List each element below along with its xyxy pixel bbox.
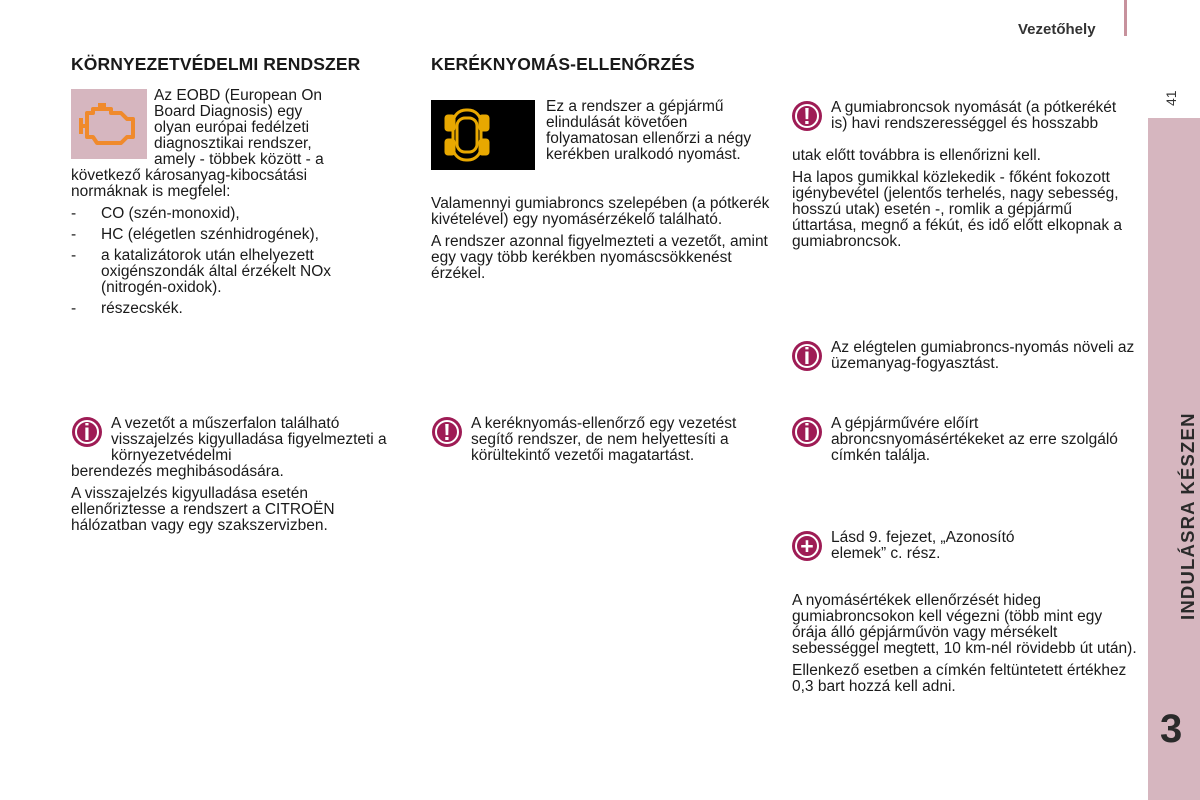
plus-icon: + [792,531,822,561]
tyre-para-2: A rendszer azonnal figyelmezteti a vezetőt, amint egy vagy több kerékben nyomáscsökkenést érzékel. [431,233,768,282]
chapter-number: 3 [1160,707,1183,751]
tyre-pressure-title: KERÉKNYOMÁS-ELLENŐRZÉS [431,54,695,74]
intro-line-5: amely - többek között - a [154,151,324,168]
tyre-warning-note: A keréknyomás-ellenőrző egy vezetést segítő rendszer, de nem helyettesíti a körültekintő vezetői magatartást. [471,415,737,464]
list-item: - részecskék. [71,301,371,317]
env-note-para2: A visszajelzés kigyulladása esetén ellenőriztesse a rendszert a CITROËN hálózatban vagy egy szakszervizben. [71,485,335,534]
env-note-first: A vezetőt a műszerfalon található visszajelzés kigyulladása figyelmezteti a környezetvédelmi [111,415,387,464]
warning-icon: ! [432,417,462,447]
chapter-label: INDULÁSRA KÉSZEN [1177,412,1198,620]
otherwise-para: Ellenkező esetben a címkén feltüntetett értékhez 0,3 bart hozzá kell adni. [792,662,1127,695]
env-note-rest: berendezés meghibásodására. [71,463,284,480]
environment-title: KÖRNYEZETVÉDELMI RENDSZER [71,54,361,74]
intro-line-2: Board Diagnosis) egy [154,103,303,120]
check-warning-para2: Ha lapos gumikkal közlekedik - főként fokozott igénybevétel (jelentős terhelés, nagy sebesség, hosszú utak) esetén -, romlik a gépjármű úttartása, megnő a fékút, és idő előtt elkopnak a gumiabroncsok. [792,169,1123,250]
header-rule [1124,0,1127,36]
intro-continuation: következő károsanyag-kibocsátási normáknak is megfelel: [71,167,308,200]
info-icon: i [72,417,102,447]
see-chapter-note: Lásd 9. fejezet, „Azonosító elemek” c. rész. [831,529,1015,562]
check-warning-first: A gumiabroncsok nyomását (a pótkerékét is) havi rendszerességgel és hosszabb [831,99,1117,132]
fuel-consumption-note: Az elégtelen gumiabroncs-nyomás növeli az üzemanyag-fogyasztást. [831,339,1135,372]
warning-icon: ! [792,101,822,131]
intro-line-1: Az EOBD (European On [154,87,322,104]
tyre-para-1: Valamennyi gumiabroncs szelepében (a pótkerék kivételével) egy nyomásérzékelő található. [431,195,770,228]
intro-line-3: olyan európai fedélzeti [154,119,310,136]
list-item: - CO (szén-monoxid), [71,206,371,222]
check-warning-rest: utak előtt továbbra is ellenőrizni kell. [792,147,1041,164]
intro-line-4: diagnosztikai rendszer, [154,135,312,152]
section-title: Vezetőhely [1018,21,1096,38]
tyre-pressure-icon [431,100,535,170]
engine-warning-icon [71,89,147,159]
tyre-intro: Ez a rendszer a gépjármű elindulását követően folyamatosan ellenőrzi a négy kerékben uralkodó nyomást. [546,98,752,163]
info-icon: i [792,417,822,447]
emission-list [71,206,371,317]
list-item: - HC (elégetlen szénhidrogének), [71,227,371,243]
list-item: - a katalizátorok után elhelyezett oxigénszondák által érzékelt NOx (nitrogén-oxidok). [71,248,371,296]
label-note: A gépjárművére előírt abroncsnyomásértékeket az erre szolgáló címkén találja. [831,415,1118,464]
page-number: 41 [1163,90,1179,106]
info-icon: i [792,341,822,371]
cold-tyre-para: A nyomásértékek ellenőrzését hideg gumiabroncsokon kell végezni (több mint egy órája álló gépjárművön vagy mérsékelt sebességgel megtett, 10 km-nél rövidebb út után). [792,592,1137,657]
